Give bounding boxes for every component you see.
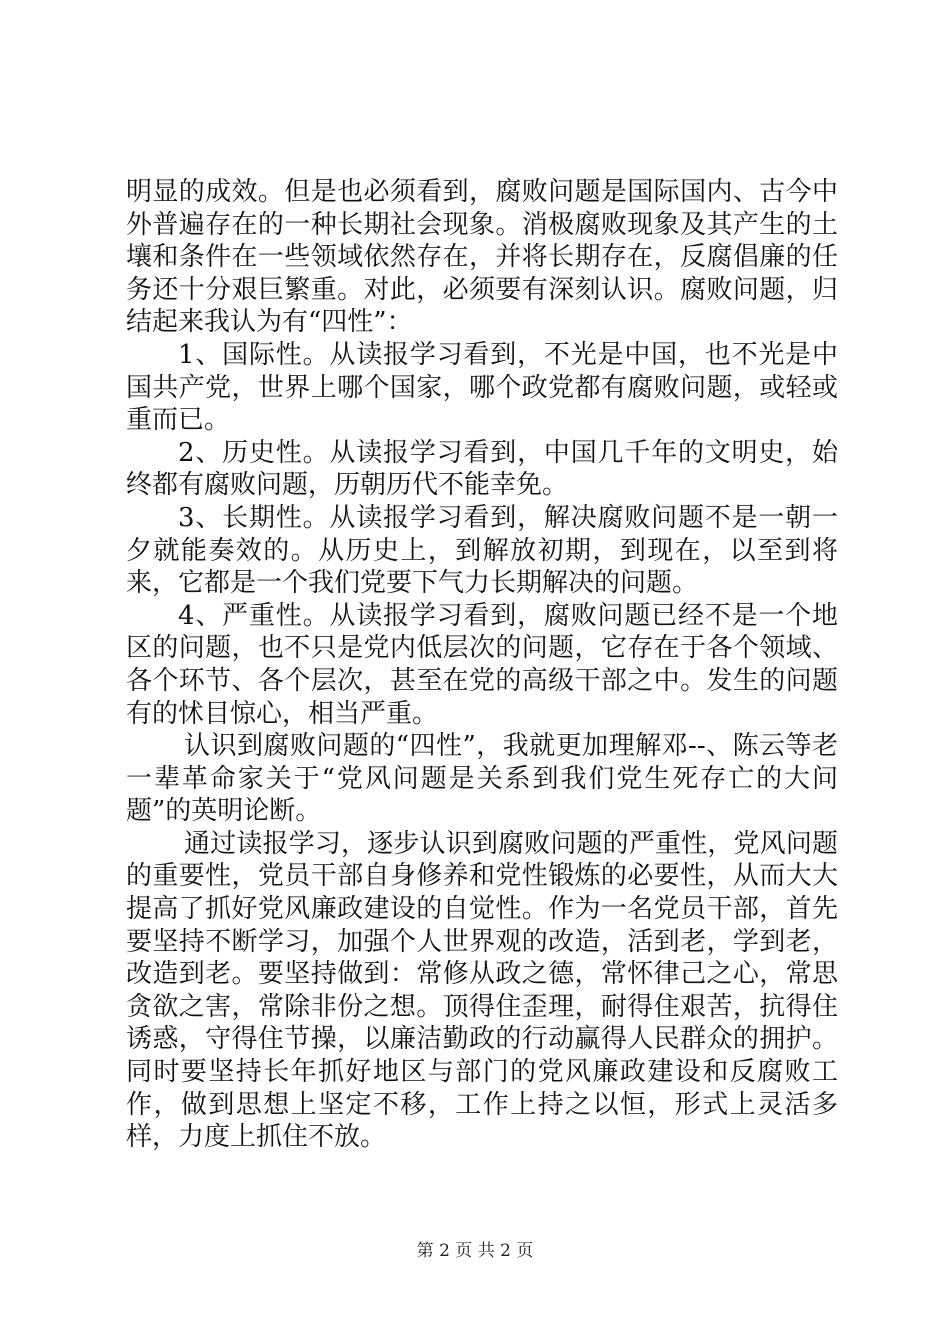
page-number-label: 第 2 页 共 2 页 xyxy=(416,1241,534,1261)
page-footer xyxy=(0,1240,950,1262)
paragraph-point-4: 4、严重性。从读报学习看到，腐败问题已经不是一个地区的问题，也不只是党内低层次的问题，它存在于各个领域、各个环节、各个层次，甚至在党的高级干部之中。发生的问题有的怵目惊心，相当严重。 xyxy=(126,600,838,729)
paragraph-point-1: 1、国际性。从读报学习看到，不光是中国，也不光是中国共产党，世界上哪个国家，哪个政党都有腐败问题，或轻或重而已。 xyxy=(126,339,838,436)
document-body xyxy=(126,176,838,1154)
paragraph-conclusion: 通过读报学习，逐步认识到腐败问题的严重性，党风问题的重要性，党员干部自身修养和党性锻炼的必要性，从而大大提高了抓好党风廉政建设的自觉性。作为一名党员干部，首先要坚持不断学习，加强个人世界观的改造，活到老，学到老，改造到老。要坚持做到：常修从政之德，常怀律己之心，常思贪欲之害，常除非份之想。顶得住歪理，耐得住艰苦，抗得住诱惑，守得住节操，以廉洁勤政的行动赢得人民群众的拥护。同时要坚持长年抓好地区与部门的党风廉政建设和反腐败工作，做到思想上坚定不移，工作上持之以恒，形式上灵活多样，力度上抓住不放。 xyxy=(126,828,838,1153)
paragraph-point-3: 3、长期性。从读报学习看到，解决腐败问题不是一朝一夕就能奏效的。从历史上，到解放初期，到现在，以至到将来，它都是一个我们党要下气力长期解决的问题。 xyxy=(126,502,838,599)
paragraph-understanding: 认识到腐败问题的“四性”，我就更加理解邓--、陈云等老一辈革命家关于“党风问题是关系到我们党生死存亡的大问题”的英明论断。 xyxy=(126,731,838,827)
paragraph-point-2: 2、历史性。从读报学习看到，中国几千年的文明史，始终都有腐败问题，历朝历代不能幸免。 xyxy=(126,437,838,501)
paragraph-intro: 明显的成效。但是也必须看到，腐败问题是国际国内、古今中外普遍存在的一种长期社会现象。消极腐败现象及其产生的土壤和条件在一些领域依然存在，并将长期存在，反腐倡廉的任务还十分艰巨繁重。对此，必须要有深刻认识。腐败问题，归结起来我认为有“四性”： xyxy=(126,177,838,338)
